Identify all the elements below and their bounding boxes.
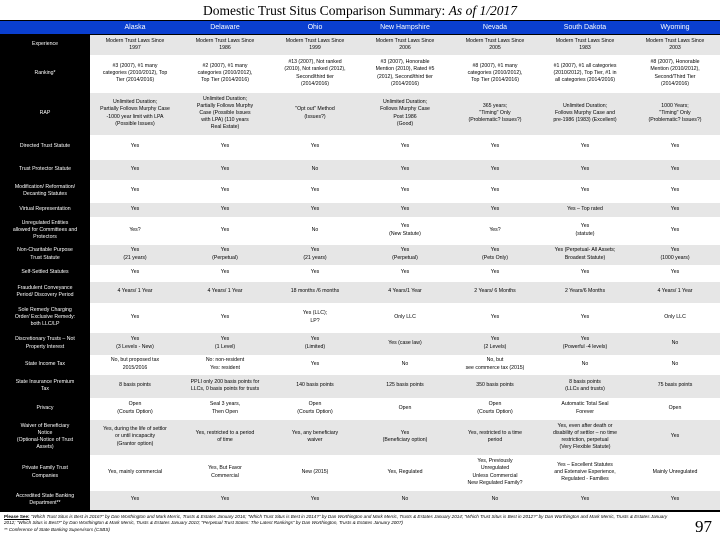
table-cell: Yes <box>90 491 180 510</box>
header-corner <box>0 21 90 35</box>
table-cell: Modern Trust Laws Since 2005 <box>450 35 540 55</box>
table-cell: Yes, Regulated <box>360 455 450 491</box>
table-cell: Yes <box>180 135 270 160</box>
table-cell: Yes (21 years) <box>270 245 360 265</box>
table-row <box>0 333 720 355</box>
table-cell: Yes <box>180 303 270 333</box>
table-cell: Yes (3 Levels - New) <box>90 333 180 355</box>
row-label: Directed Trust Statute <box>0 135 90 160</box>
table-cell: 1000 Years; "Timing" Only (Problematic? Issues?) <box>630 93 720 135</box>
table-row <box>0 375 720 398</box>
table-cell: Only LLC <box>360 303 450 333</box>
table-cell: Yes <box>450 180 540 203</box>
table-row <box>0 203 720 217</box>
table-cell: Yes (Pets Only) <box>450 245 540 265</box>
table-row <box>0 55 720 93</box>
table-cell: Yes <box>90 135 180 160</box>
table-cell: Yes (LLC); LP? <box>270 303 360 333</box>
table-cell: "Opt out" Method (Issues?) <box>270 93 360 135</box>
column-header-new-hampshire: New Hampshire <box>360 21 450 35</box>
table-cell: Yes (Powerful -4 levels) <box>540 333 630 355</box>
table-cell: Unlimited Duration; Follows Murphy Case and pre-1986 (1983) (Excellent) <box>540 93 630 135</box>
table-cell: Yes? <box>90 217 180 245</box>
table-cell: 365 years; "Timing" Only (Problematic? Issues?) <box>450 93 540 135</box>
table-cell: 8 basis points <box>90 375 180 398</box>
table-cell: Yes <box>540 160 630 180</box>
table-row <box>0 93 720 135</box>
row-label: Experience <box>0 35 90 55</box>
row-label: State Insurance Premium Tax <box>0 375 90 398</box>
table-cell: 18 months /6 months <box>270 282 360 303</box>
table-cell: Yes (21 years) <box>90 245 180 265</box>
table-cell: Yes <box>450 135 540 160</box>
row-label: Non-Charitable Purpose Trust Statute <box>0 245 90 265</box>
table-cell: Yes – Excellent Statutes and Extensive Experience, Regulated - Families <box>540 455 630 491</box>
footnote-see-label: Please See: <box>4 514 30 519</box>
table-row <box>0 355 720 375</box>
table-cell: Yes <box>270 491 360 510</box>
column-header-delaware: Delaware <box>180 21 270 35</box>
table-cell: Unlimited Duration; Partially Follows Murphy Case -1000 year limit with LPA (Possible Issues) <box>90 93 180 135</box>
table-row <box>0 35 720 55</box>
row-label: Unregulated Entities allowed for Committees and Protectors <box>0 217 90 245</box>
table-cell: Yes (1000 years) <box>630 245 720 265</box>
table-cell: 4 Years/ 1 Year <box>90 282 180 303</box>
table-cell: 350 basis points <box>450 375 540 398</box>
row-label: RAP <box>0 93 90 135</box>
table-cell: Yes <box>450 303 540 333</box>
table-cell: 140 basis points <box>270 375 360 398</box>
table-cell: Yes <box>180 203 270 217</box>
table-cell: Yes <box>630 180 720 203</box>
row-label: Ranking* <box>0 55 90 93</box>
table-cell: Yes <box>270 180 360 203</box>
table-cell: Yes <box>180 265 270 282</box>
table-cell: Yes? <box>450 217 540 245</box>
footnote-text: Which Trust Situs is Best in 2016?" by Dan Worthington and Mark Merric, Trusts & Estates January 2016; "Which Trust Situs is Best in 2014?" by Dan Worthington and Mark Merric, Trusts & Estates January 2014; "Which Trust Situs is Best in 2012?" by Dan Worthington and Mark Merric, Trusts & Estates January 2012; "Which Situs is Best?" by Dan Worthington & Mark Merric, Trusts & Estates January 2010; "Perpetual Trust States: The Latest Rankings" by Dan Worthington, Trusts & Estates January 2007) <box>4 514 668 526</box>
table-cell: PPLI only 200 basis points for LLCs, 0 basis points for trusts <box>180 375 270 398</box>
table-cell: 4 Years/ 1 Year <box>630 282 720 303</box>
table-cell: Yes (Limited) <box>270 333 360 355</box>
table-cell: Automatic Total Seal Forever <box>540 398 630 420</box>
table-cell: Yes <box>540 180 630 203</box>
table-cell: Yes <box>180 180 270 203</box>
table-cell: Unlimited Duration; Partially Follows Murphy Case (Possible Issues with LPA) (110 years Real Estate) <box>180 93 270 135</box>
table-cell: Yes <box>90 180 180 203</box>
table-cell: Yes <box>450 203 540 217</box>
table-cell: Seal 3 years, Then Open <box>180 398 270 420</box>
table-cell: No <box>360 355 450 375</box>
table-cell: 2 Years/6 Months <box>540 282 630 303</box>
table-cell: Yes <box>360 265 450 282</box>
table-cell: Yes – Top rated <box>540 203 630 217</box>
row-label: Modification/ Reformation/ Decanting Statutes <box>0 180 90 203</box>
table-cell: #2 (2007), #1 many categories (2010/2012), Top Tier (2014/2016) <box>180 55 270 93</box>
header-row <box>0 21 720 35</box>
title-date: As of 1/2017 <box>448 3 517 18</box>
table-cell: Yes <box>270 203 360 217</box>
table-cell: No, but proposed tax 2015/2016 <box>90 355 180 375</box>
column-header-ohio: Ohio <box>270 21 360 35</box>
table-cell: No <box>450 491 540 510</box>
table-cell: No, but see commerce tax (2015) <box>450 355 540 375</box>
table-cell: No <box>270 160 360 180</box>
table-cell: Yes <box>270 355 360 375</box>
footnote-csbs: ** Conference of State Banking Supervisors (CSBS) <box>4 526 110 532</box>
table-row <box>0 398 720 420</box>
table-cell: Yes, during the life of settlor or until incapacity (Grantor option) <box>90 420 180 455</box>
table-row <box>0 180 720 203</box>
table-cell: Open (Courts Option) <box>450 398 540 420</box>
table-cell: Open <box>360 398 450 420</box>
table-cell: No <box>630 355 720 375</box>
row-label: Fraudulent Conveyance Period/ Discovery Period <box>0 282 90 303</box>
table-cell: Modern Trust Laws Since 1999 <box>270 35 360 55</box>
table-cell: New (2015) <box>270 455 360 491</box>
table-cell: Yes <box>540 135 630 160</box>
table-cell: Yes (Perpetual- All Assets; Broadest Statute) <box>540 245 630 265</box>
table-cell: Yes (New Statute) <box>360 217 450 245</box>
table-cell: Yes <box>90 303 180 333</box>
table-cell: Yes (case law) <box>360 333 450 355</box>
table-cell: Modern Trust Laws Since 1983 <box>540 35 630 55</box>
table-row <box>0 160 720 180</box>
table-cell: Yes, But Favor Commercial <box>180 455 270 491</box>
column-header-south-dakota: South Dakota <box>540 21 630 35</box>
table-cell: Yes <box>180 217 270 245</box>
table-row <box>0 135 720 160</box>
table-cell: No: non-resident Yes: resident <box>180 355 270 375</box>
table-cell: Only LLC <box>630 303 720 333</box>
table-cell: #1 (2007), #1 all categories (2010/2012), Top Tier, #1 in all categories (2014/2016) <box>540 55 630 93</box>
table-cell: Yes <box>630 217 720 245</box>
table-cell: Yes (2 Levels) <box>450 333 540 355</box>
column-header-alaska: Alaska <box>90 21 180 35</box>
table-cell: Mainly Unregulated <box>630 455 720 491</box>
table-cell: 8 basis points (LLCs and trusts) <box>540 375 630 398</box>
table-cell: Yes <box>90 203 180 217</box>
row-label: State Income Tax <box>0 355 90 375</box>
table-row <box>0 265 720 282</box>
table-cell: No <box>270 217 360 245</box>
row-label: Self-Settled Statutes <box>0 265 90 282</box>
table-cell: Yes <box>360 203 450 217</box>
table-cell: Yes (Perpetual) <box>180 245 270 265</box>
table-cell: Yes <box>180 491 270 510</box>
table-cell: Yes (statute) <box>540 217 630 245</box>
row-label: Trust Protector Statute <box>0 160 90 180</box>
table-cell: No <box>360 491 450 510</box>
table-cell: Yes <box>630 135 720 160</box>
table-row <box>0 282 720 303</box>
table-cell: Yes, even after death or disability of settlor – no time restriction, perpetual (Very Flexible Statute) <box>540 420 630 455</box>
table-cell: Yes (1 Level) <box>180 333 270 355</box>
column-header-nevada: Nevada <box>450 21 540 35</box>
table-cell: Yes <box>90 160 180 180</box>
row-label: Sole Remedy Charging Order/ Exclusive Remedy: both LLC/LP <box>0 303 90 333</box>
table-cell: Yes, mainly commercial <box>90 455 180 491</box>
page-title <box>0 3 720 19</box>
table-cell: Yes <box>450 160 540 180</box>
table-cell: Yes, Previously Unregulated Unless Commercial New Regulated Family? <box>450 455 540 491</box>
row-label: Private Family Trust Companies <box>0 455 90 491</box>
table-cell: Modern Trust Laws Since 2006 <box>360 35 450 55</box>
table-cell: Yes <box>540 491 630 510</box>
table-cell: Open (Courts Option) <box>90 398 180 420</box>
table-row <box>0 420 720 455</box>
table-cell: #13 (2007), Not ranked (2010), Not ranked (2012), Second/third tier (2014/2016) <box>270 55 360 93</box>
table-row <box>0 217 720 245</box>
table-cell: Yes, restricted to a time period <box>450 420 540 455</box>
table-cell: Yes, restricted to a period of time <box>180 420 270 455</box>
table-row <box>0 245 720 265</box>
table-cell: Open (Courts Option) <box>270 398 360 420</box>
table-cell: Modern Trust Laws Since 2003 <box>630 35 720 55</box>
table-cell: Yes (Perpetual) <box>360 245 450 265</box>
footnote: Please See: "Which Trust Situs is Best in 2016?" by Dan Worthington and Mark Merric, Trusts & Estates January 2016; "Which Trust Situs is Best in 2014?" by Dan Worthington and Mark Merric, Trusts & Estates January 2014; "Which Trust Situs is Best in 2012?" by Dan Worthington and Mark Merric, Trusts & Estates January 2012; "Which Situs is Best?" by Dan Worthington & Mark Merric, Trusts & Estates January 2010; "Perpetual Trust States: The Latest Rankings" by Dan Worthington, Trusts & Estates January 2007) ** Conference of State Banking Supervisors (CSBS) <box>4 514 668 532</box>
row-label: Waiver of Beneficiary Notice (Optional-Notice of Trust Assets) <box>0 420 90 455</box>
table-cell: Yes <box>360 180 450 203</box>
table-cell: 4 Years/1 Year <box>360 282 450 303</box>
table-cell: #8 (2007), #1 many categories (2010/2012), Top Tier (2014/2016) <box>450 55 540 93</box>
table-cell: Yes <box>90 265 180 282</box>
table-cell: Yes <box>270 265 360 282</box>
table-cell: Yes <box>630 265 720 282</box>
table-cell: #3 (2007), Honorable Mention (2010), Rated #5 (2012), Second/third tier (2014/2016) <box>360 55 450 93</box>
table-cell: #8 (2007), Honorable Mention (2010/2012), Second/Third Tier (2014/2016) <box>630 55 720 93</box>
table-cell: Yes <box>540 265 630 282</box>
table-cell: Yes <box>630 420 720 455</box>
table-cell: Yes, any beneficiary waiver <box>270 420 360 455</box>
table-cell: #3 (2007), #1 many categories (2010/2012), Top Tier (2014/2016) <box>90 55 180 93</box>
table-cell: Unlimited Duration; Follows Murphy Case Post 1986 (Good) <box>360 93 450 135</box>
table-cell: 4 Years/ 1 Year <box>180 282 270 303</box>
comparison-table <box>0 20 720 510</box>
row-label: Accredited State Banking Department** <box>0 491 90 510</box>
table-cell: Yes <box>540 303 630 333</box>
table-cell: Yes <box>630 203 720 217</box>
table-cell: Yes <box>270 135 360 160</box>
row-label: Privacy <box>0 398 90 420</box>
table-cell: No <box>540 355 630 375</box>
table-cell: Open <box>630 398 720 420</box>
table-row <box>0 303 720 333</box>
table-cell: Yes (Beneficiary option) <box>360 420 450 455</box>
table-row <box>0 491 720 510</box>
table-cell: Yes <box>360 135 450 160</box>
table-cell: Modern Trust Laws Since 1986 <box>180 35 270 55</box>
footer-divider <box>0 510 720 512</box>
column-header-wyoming: Wyoming <box>630 21 720 35</box>
table-cell: Yes <box>450 265 540 282</box>
row-label: Discretionary Trusts – Not Property Interest <box>0 333 90 355</box>
table-cell: 75 basis points <box>630 375 720 398</box>
table-row <box>0 455 720 491</box>
table-cell: Yes <box>630 491 720 510</box>
page-number: 97 <box>695 517 712 536</box>
table-cell: Modern Trust Laws Since 1997 <box>90 35 180 55</box>
table-cell: 125 basis points <box>360 375 450 398</box>
table-cell: No <box>630 333 720 355</box>
table-cell: Yes <box>360 160 450 180</box>
title-text: Domestic Trust Situs Comparison Summary: <box>203 3 446 18</box>
table-cell: 2 Years/ 6 Months <box>450 282 540 303</box>
row-label: Virtual Representation <box>0 203 90 217</box>
table-cell: Yes <box>180 160 270 180</box>
table-cell: Yes <box>630 160 720 180</box>
